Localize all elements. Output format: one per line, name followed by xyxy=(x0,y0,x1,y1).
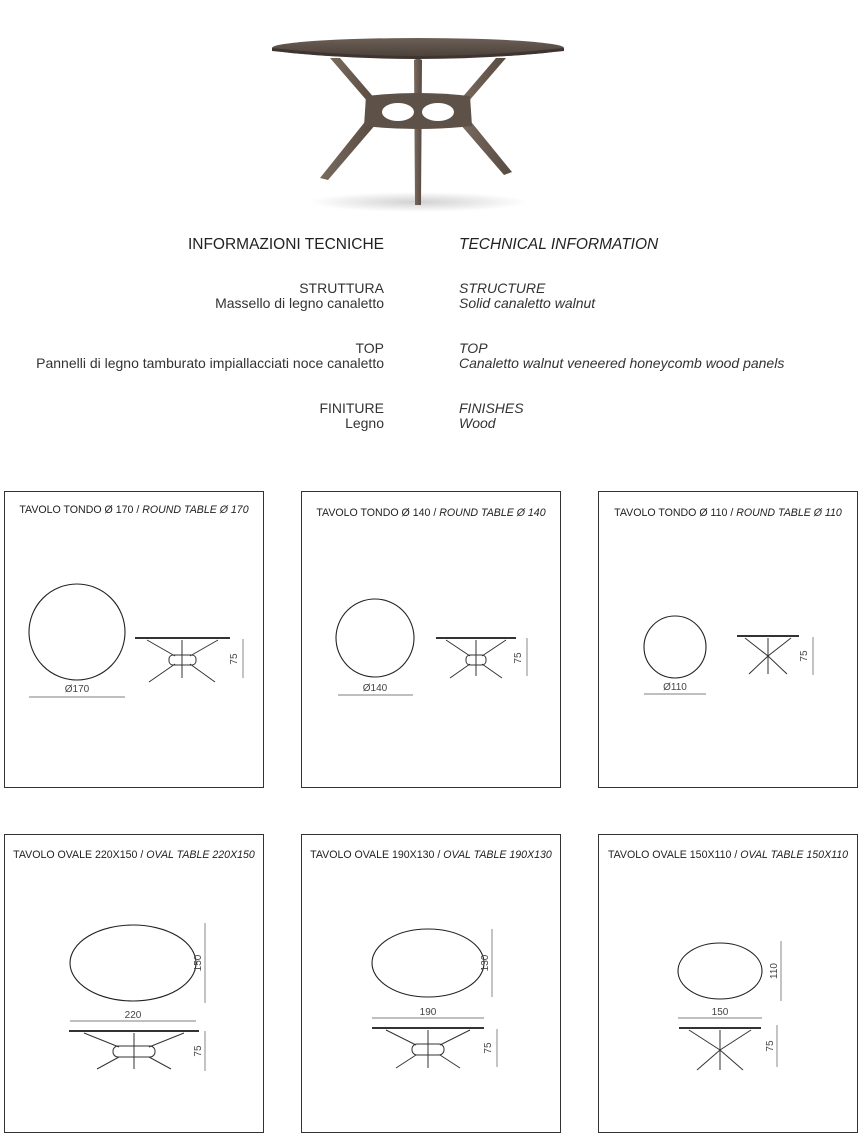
finishes-label-it: FINITURE xyxy=(319,400,384,416)
oval-220-drawing xyxy=(5,835,265,1134)
table-product-image xyxy=(268,30,568,215)
top-value-it: Pannelli di legno tamburato impiallacciati noce canaletto xyxy=(36,355,384,371)
structure-value-en: Solid canaletto walnut xyxy=(459,295,596,311)
svg-text:75: 75 xyxy=(483,1042,494,1054)
card-title: TAVOLO TONDO Ø 110 / ROUND TABLE Ø 110 xyxy=(614,507,842,519)
top-label-it: TOP xyxy=(355,340,384,356)
oval-190-drawing xyxy=(302,835,562,1134)
oval-table-220x150-card xyxy=(4,834,264,1133)
card-title: TAVOLO OVALE 220X150 / OVAL TABLE 220X150 xyxy=(13,849,255,861)
structure-label-en: STRUCTURE xyxy=(459,280,546,296)
svg-text:Ø140: Ø140 xyxy=(362,683,388,694)
card-title: TAVOLO TONDO Ø 170 / ROUND TABLE Ø 170 xyxy=(19,504,249,516)
round-170-drawing xyxy=(5,492,265,789)
top-value-en: Canaletto walnut veneered honeycomb wood panels xyxy=(459,355,785,371)
oval-table-190x130-card xyxy=(301,834,561,1133)
top-label-en: TOP xyxy=(459,340,488,356)
technical-heading-en: TECHNICAL INFORMATION xyxy=(459,236,659,253)
svg-text:75: 75 xyxy=(229,653,240,665)
svg-text:75: 75 xyxy=(765,1040,776,1052)
svg-text:75: 75 xyxy=(193,1045,204,1057)
finishes-value-it: Legno xyxy=(345,415,384,431)
finishes-value-en: Wood xyxy=(459,415,496,431)
round-table-140-card xyxy=(301,491,561,788)
svg-text:150: 150 xyxy=(711,1007,729,1018)
svg-text:75: 75 xyxy=(799,650,810,662)
card-title: TAVOLO OVALE 190X130 / OVAL TABLE 190X130 xyxy=(310,849,552,861)
technical-heading-it: INFORMAZIONI TECNICHE xyxy=(187,236,384,253)
structure-value-it: Massello di legno canaletto xyxy=(215,295,384,311)
oval-table-150x110-card xyxy=(598,834,858,1133)
round-110-drawing xyxy=(599,492,859,789)
round-table-170-card xyxy=(4,491,264,788)
svg-text:Ø170: Ø170 xyxy=(64,684,90,695)
svg-text:150: 150 xyxy=(193,954,204,972)
svg-text:130: 130 xyxy=(480,954,491,972)
svg-text:190: 190 xyxy=(419,1007,437,1018)
round-140-drawing xyxy=(302,492,562,789)
svg-text:Ø110: Ø110 xyxy=(663,682,687,693)
svg-text:75: 75 xyxy=(513,652,524,664)
oval-150-drawing xyxy=(599,835,859,1134)
card-title: TAVOLO OVALE 150X110 / OVAL TABLE 150X110 xyxy=(607,849,849,861)
structure-label-it: STRUTTURA xyxy=(299,280,384,296)
svg-text:110: 110 xyxy=(769,963,780,979)
svg-text:220: 220 xyxy=(124,1010,142,1021)
round-table-110-card xyxy=(598,491,858,788)
finishes-label-en: FINISHES xyxy=(459,400,524,416)
card-title: TAVOLO TONDO Ø 140 / ROUND TABLE Ø 140 xyxy=(316,507,546,519)
